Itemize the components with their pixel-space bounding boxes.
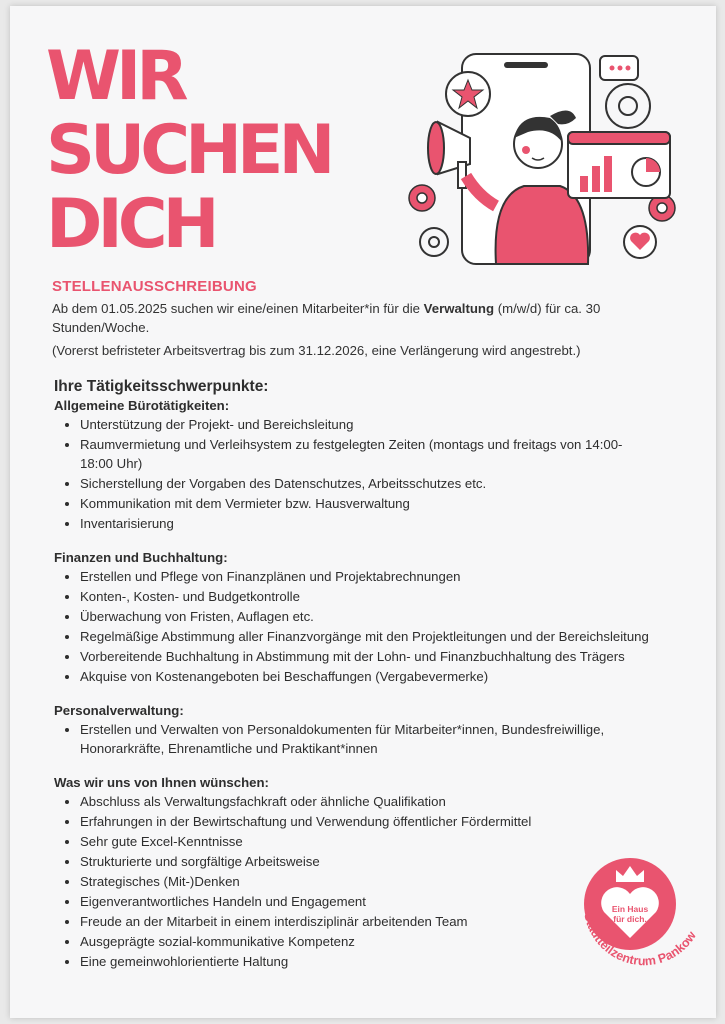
intro-contract-note: (Vorerst befristeter Arbeitsvertrag bis zum 31.12.2026, eine Verlängerung wird angestrebt.) [52, 343, 581, 358]
list-item: • Regelmäßige Abstimmung aller Finanzvorgänge mit den Projektleitungen und der Bereichsleitung [80, 627, 654, 646]
intro [52, 278, 682, 360]
list-item: • Unterstützung der Projekt- und Bereichsleitung [80, 415, 654, 434]
list-item: • Freude an der Mitarbeit in einem interdisziplinär arbeitenden Team [80, 912, 654, 931]
list-item: • Vorbereitende Buchhaltung in Abstimmung mit der Lohn- und Finanzbuchhaltung des Trägers [80, 647, 654, 666]
chat-bubble-icon [600, 56, 638, 80]
section-heading: Personalverwaltung: [54, 703, 184, 718]
list-item: • Eigenverantwortliches Handeln und Engagement [80, 892, 654, 911]
intro-text: Ab dem 01.05.2025 suchen wir eine/einen Mitarbeiter*in für die Verwaltung (m/w/d) für ca. 30 Stunden/Woche. [52, 301, 601, 335]
list-item: • Ausgeprägte sozial-kommunikative Kompetenz [80, 932, 654, 951]
list-item: • Eine gemeinwohlorientierte Haltung [80, 952, 654, 971]
list-item: • Erstellen und Pflege von Finanzplänen und Projektabrechnungen [80, 567, 654, 586]
intro-bold-term: Verwaltung [423, 301, 495, 316]
section-heading: Allgemeine Bürotätigkeiten: [54, 398, 230, 413]
heart-bubble-icon [624, 226, 656, 258]
job-details [54, 378, 654, 988]
list-item: • Erstellen und Verwalten von Personaldokumenten für Mitarbeiter*innen, Bundesfreiwillige, Honorarkräfte, Ehrenamtliche und Praktikant*innen [80, 720, 654, 758]
list-item: • Sehr gute Excel-Kenntnisse [80, 832, 654, 851]
section-office [54, 398, 654, 533]
megaphone-woman-illustration [400, 46, 700, 276]
list-item: • Erfahrungen in der Bewirtschaftung und Verwendung öffentlicher Fördermittel [80, 812, 654, 831]
star-speech-bubble-icon [446, 72, 490, 116]
headline-line-1: WIR [46, 37, 184, 116]
section-finance [54, 550, 654, 686]
headline-line-2: SUCHEN [46, 111, 331, 190]
list-item: • Strukturierte und sorgfältige Arbeitsweise [80, 852, 654, 871]
responsibilities-title: Ihre Tätigkeitsschwerpunkte: [54, 378, 269, 395]
list-item: • Kommunikation mit dem Vermieter bzw. Hausverwaltung [80, 494, 654, 513]
bar-chart-window-icon [568, 132, 670, 198]
list-item: • Sicherstellung der Vorgaben des Datenschutzes, Arbeitsschutzes etc. [80, 474, 654, 493]
stadtteilzentrum-logo [572, 846, 712, 976]
section-personnel [54, 703, 654, 758]
list-item: • Konten-, Kosten- und Budgetkontrolle [80, 587, 654, 606]
section-heading: Was wir uns von Ihnen wünschen: [54, 775, 269, 790]
headline-line-3: DICH [46, 185, 215, 264]
logo-arc-text: Stadtteilzentrum Pankow [581, 911, 699, 969]
section-kicker: STELLENAUSSCHREIBUNG [52, 278, 257, 295]
job-posting-flyer [10, 6, 716, 1018]
section-wishes [54, 775, 654, 971]
logo-heart-line-2: für dich. [613, 914, 647, 924]
logo-heart-line-1: Ein Haus [611, 904, 649, 914]
section-heading: Finanzen und Buchhaltung: [54, 550, 228, 565]
list-item: • Abschluss als Verwaltungsfachkraft oder ähnliche Qualifikation [80, 792, 654, 811]
list-item: • Akquise von Kostenangeboten bei Beschaffungen (Vergabevermerke) [80, 667, 654, 686]
list-item: • Strategisches (Mit-)Denken [80, 872, 654, 891]
headline [46, 37, 331, 264]
list-item: • Überwachung von Fristen, Auflagen etc. [80, 607, 654, 626]
list-item: • Raumvermietung und Verleihsystem zu festgelegten Zeiten (montags und freitags von 14:00-18:00 Uhr) [80, 435, 654, 473]
list-item: • Inventarisierung [80, 514, 654, 533]
